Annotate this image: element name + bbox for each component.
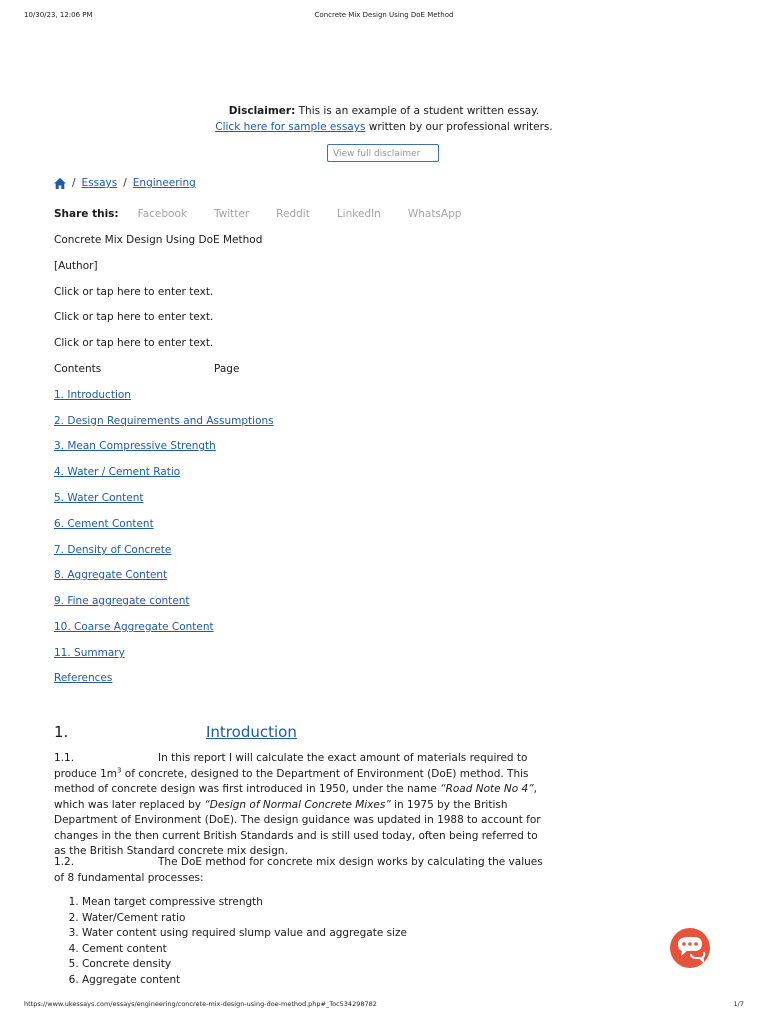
print-title: Concrete Mix Design Using DoE Method	[314, 11, 454, 19]
paragraph-1-2	[54, 855, 544, 886]
print-header	[24, 11, 744, 23]
share-twitter[interactable]: Twitter	[213, 208, 250, 220]
toc-link[interactable]: 6. Cement Content	[54, 518, 154, 530]
list-item: 4. Cement content	[82, 942, 407, 958]
disclaimer-box	[0, 103, 768, 135]
share-facebook[interactable]: Facebook	[137, 208, 187, 220]
share-linkedin[interactable]: LinkedIn	[336, 208, 381, 220]
page-label: Page	[214, 363, 240, 375]
text-placeholder: Click or tap here to enter text.	[54, 286, 214, 298]
contents-label: Contents	[54, 363, 102, 375]
share-reddit[interactable]: Reddit	[276, 208, 310, 220]
doc-title: Concrete Mix Design Using DoE Method	[54, 234, 263, 246]
share-label: Share this:	[54, 208, 119, 220]
list-item: 2. Water/Cement ratio	[82, 911, 407, 927]
toc-link[interactable]: 3. Mean Compressive Strength	[54, 440, 216, 452]
print-footer	[24, 1000, 744, 1012]
toc-link-references[interactable]: References	[54, 672, 113, 684]
toc-link[interactable]: 2. Design Requirements and Assumptions	[54, 415, 274, 427]
section-title[interactable]: Introduction	[206, 723, 297, 741]
breadcrumb-separator: /	[72, 177, 76, 189]
toc-link[interactable]: 9. Fine aggregate content	[54, 595, 190, 607]
paragraph-number: 1.2.	[54, 856, 75, 868]
list-item: 6. Aggregate content	[82, 973, 407, 989]
breadcrumb-engineering[interactable]: Engineering	[132, 177, 196, 189]
toc-link[interactable]: 1. Introduction	[54, 389, 131, 401]
text-placeholder: Click or tap here to enter text.	[54, 311, 214, 323]
print-url: https://www.ukessays.com/essays/engineering/concrete-mix-design-using-doe-method.php#_Toc534298782	[24, 1000, 377, 1008]
sample-essays-link[interactable]: Click here for sample essays	[215, 121, 366, 133]
text-placeholder: Click or tap here to enter text.	[54, 337, 214, 349]
paragraph-text: In this report I will calculate the exact amount of materials required to produce $1m^3$ of concrete, designed to the Department of Environment (DoE) method. This method of concrete design was first introduced in 1950, under the name “Road Note No 4”, which was later replaced by “Design of Normal Concrete Mixes” in 1975 by the British Department of Environment (DoE). The design guidance was updated in 1988 to account for changes in the then current British Standards and is still used today, often being referred to as the British Standard concrete mix design.	[54, 752, 541, 857]
view-disclaimer-button[interactable]: View full disclaimer	[327, 144, 439, 162]
paragraph-number: 1.1.	[54, 752, 75, 764]
toc-link[interactable]: 7. Density of Concrete	[54, 544, 172, 556]
disclaimer-text: This is an example of a student written essay.	[295, 105, 540, 117]
list-item: 5. Concrete density	[82, 957, 407, 973]
breadcrumb	[54, 177, 196, 189]
toc-link[interactable]: 5. Water Content	[54, 492, 144, 504]
chat-icon[interactable]	[669, 927, 711, 971]
contents-header	[54, 363, 101, 375]
share-bar	[54, 208, 488, 220]
toc-link[interactable]: 4. Water / Cement Ratio	[54, 466, 181, 478]
list-item: 3. Water content using required slump value and aggregate size	[82, 926, 407, 942]
disclaimer-label: Disclaimer:	[228, 105, 296, 117]
paragraph-text: The DoE method for concrete mix design works by calculating the values of 8 fundamental processes:	[54, 856, 543, 884]
toc-link[interactable]: 10. Coarse Aggregate Content	[54, 621, 214, 633]
breadcrumb-essays[interactable]: Essays	[81, 177, 118, 189]
section-number: 1.	[54, 723, 69, 741]
disclaimer-link-suffix: written by our professional writers.	[365, 121, 553, 133]
print-datetime: 10/30/23, 12:06 PM	[24, 11, 93, 19]
print-page-count: 1/7	[733, 1000, 744, 1008]
paragraph-1-1	[54, 751, 544, 860]
home-icon[interactable]	[54, 178, 66, 189]
doc-author: [Author]	[54, 260, 98, 272]
process-list	[54, 895, 407, 988]
breadcrumb-separator: /	[123, 177, 127, 189]
share-whatsapp[interactable]: WhatsApp	[407, 208, 462, 220]
toc-link[interactable]: 8. Aggregate Content	[54, 569, 168, 581]
list-item: 1. Mean target compressive strength	[82, 895, 407, 911]
toc-link[interactable]: 11. Summary	[54, 647, 125, 659]
